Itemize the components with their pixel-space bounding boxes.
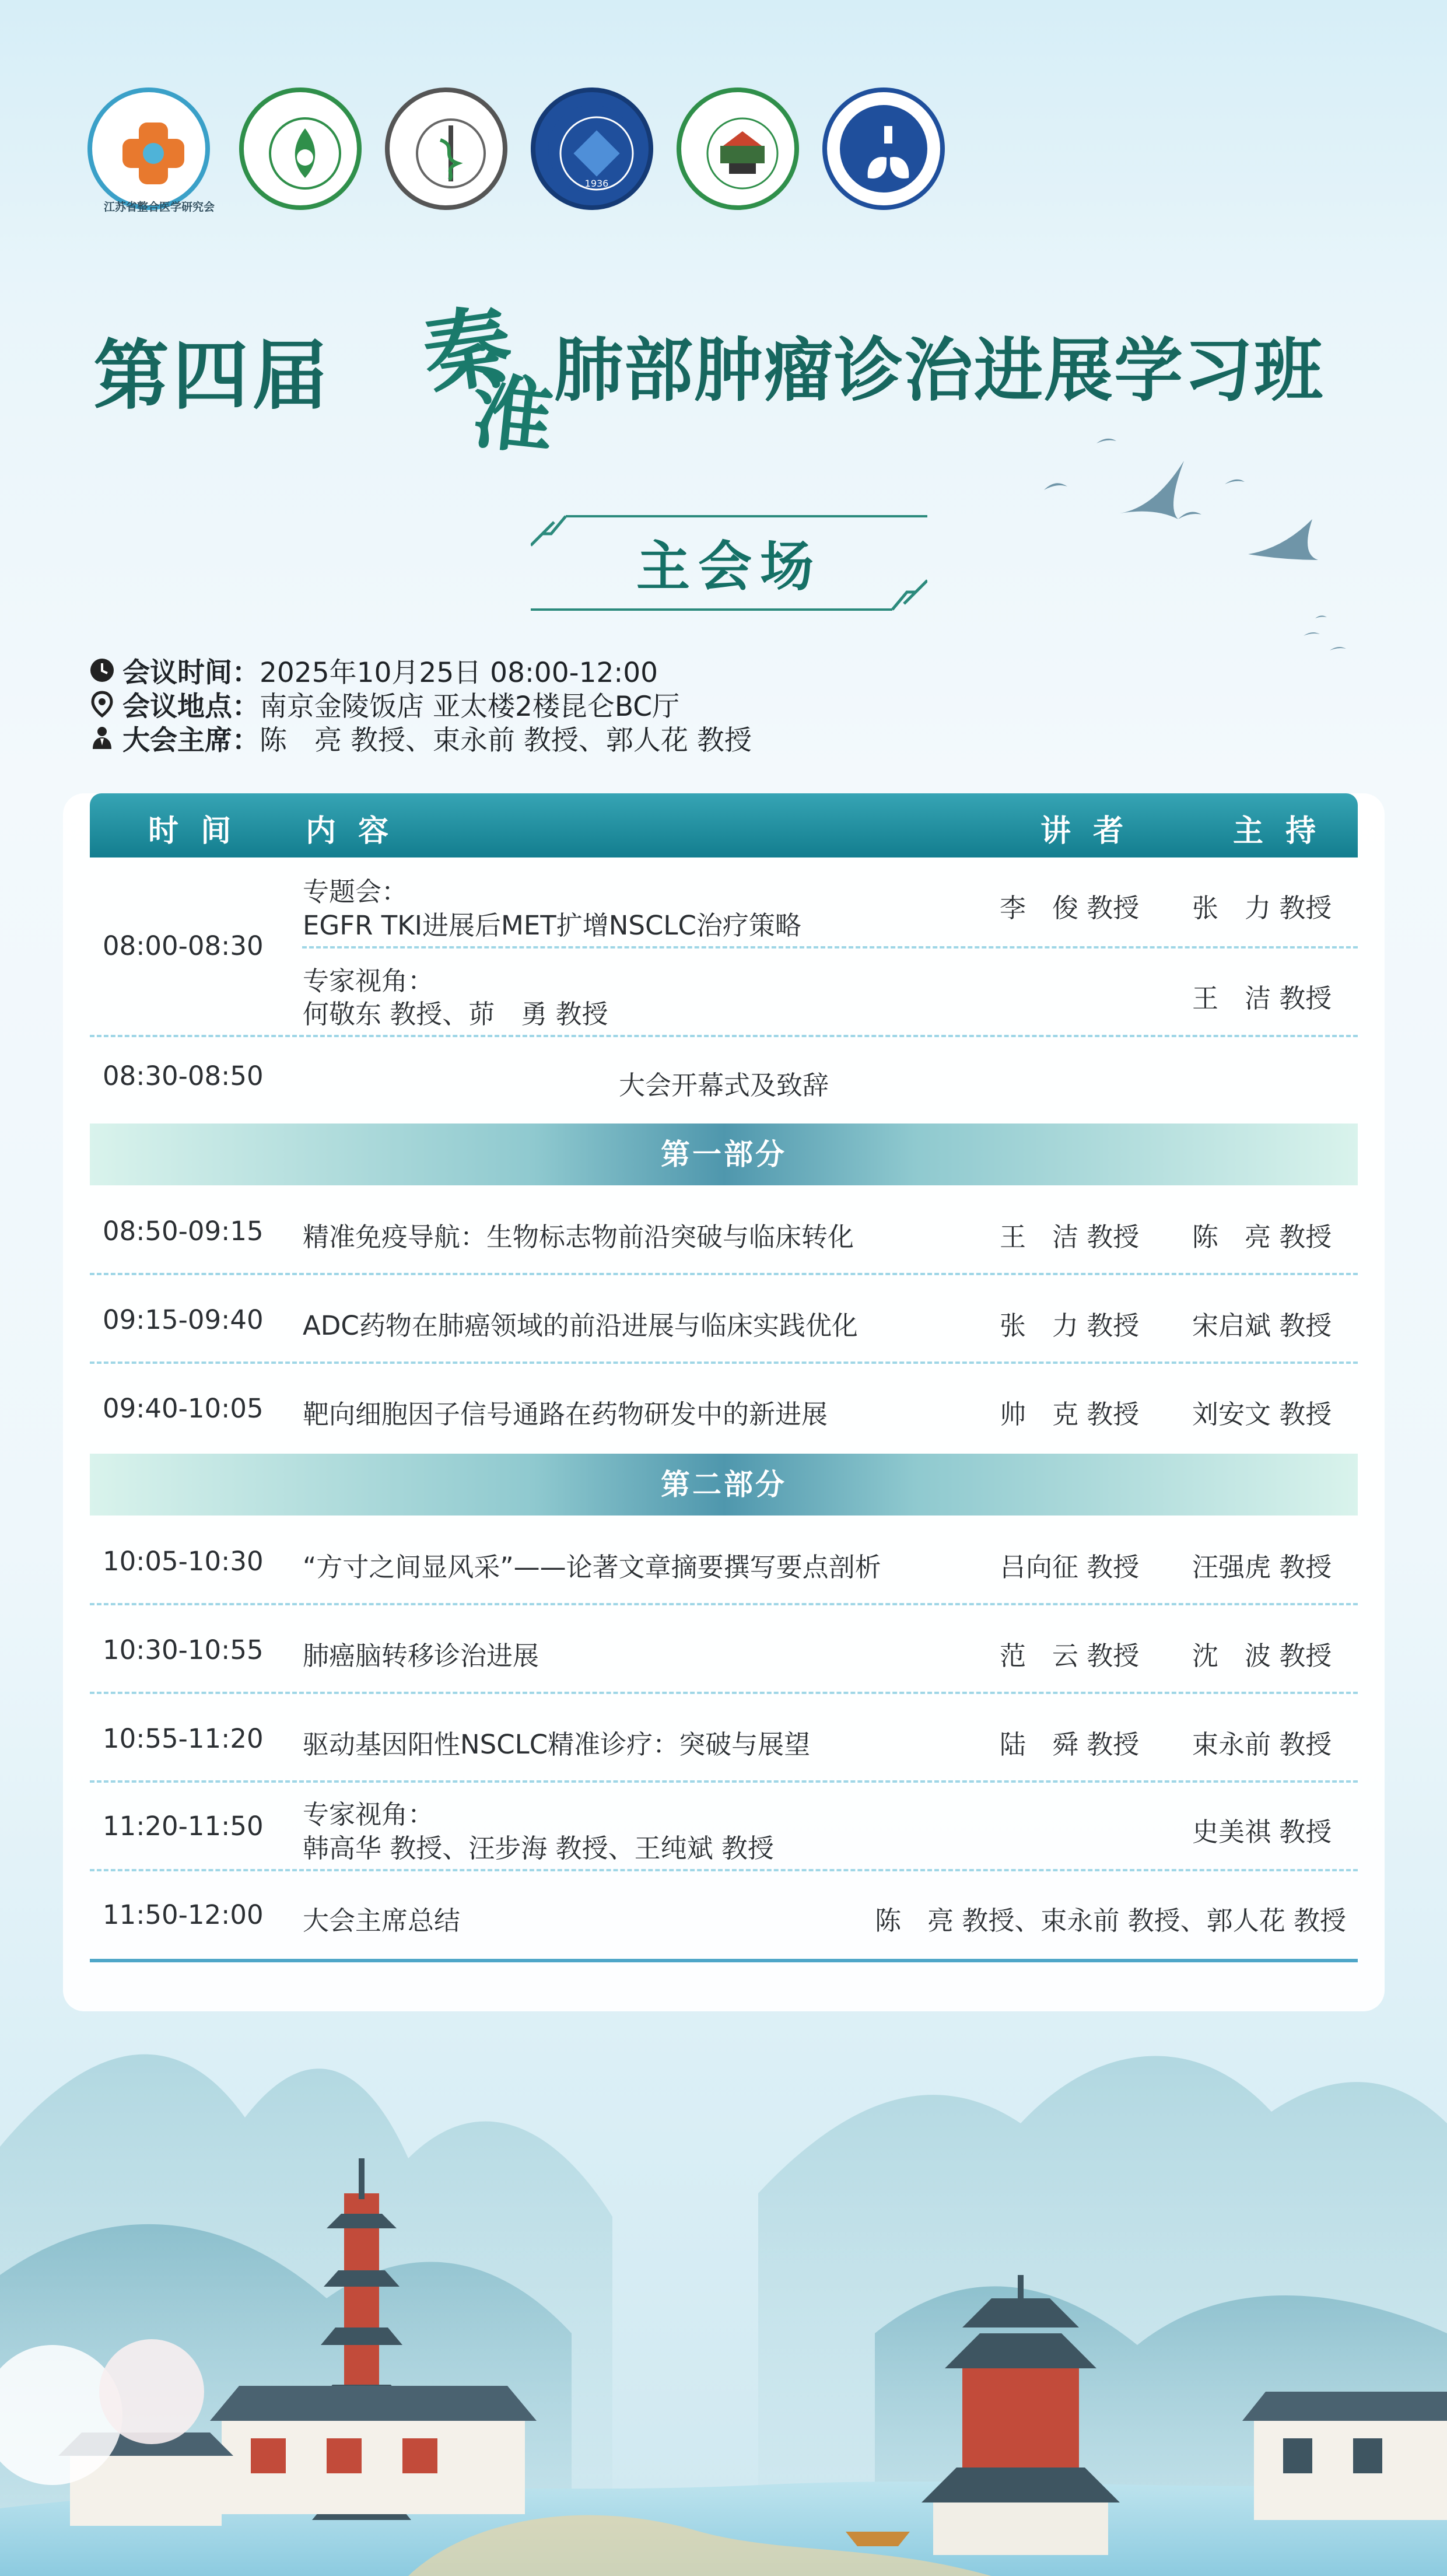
row-time: 08:50-09:15 bbox=[103, 1216, 264, 1247]
row-time: 08:30-08:50 bbox=[103, 1060, 264, 1091]
row-content-line2: EGFR TKI进展后MET扩增NSCLC治疗策略 bbox=[303, 910, 801, 941]
lung-cancer-center-logo-icon bbox=[677, 88, 799, 210]
anticancer-association-logo-icon bbox=[239, 88, 362, 210]
row-host: 刘安文 教授 bbox=[1192, 1399, 1332, 1430]
row-speaker: 陆 舜 教授 bbox=[1000, 1729, 1140, 1760]
row-content-line1: 专家视角： bbox=[303, 965, 435, 996]
logo-caption: 江苏省整合医学研究会 bbox=[103, 201, 215, 214]
row-host: 王 洁 教授 bbox=[1192, 983, 1332, 1014]
table-row bbox=[90, 1604, 1358, 1692]
row-time: 11:50-12:00 bbox=[103, 1899, 264, 1930]
meeting-time-value: 2025年10月25日 08:00-12:00 bbox=[260, 656, 658, 689]
section-header: 第二部分 bbox=[90, 1454, 1358, 1516]
row-divider bbox=[302, 946, 1358, 949]
row-content: 靶向细胞因子信号通路在药物研发中的新进展 bbox=[303, 1399, 828, 1430]
table-row bbox=[90, 1516, 1358, 1603]
title-script-char-1: 秦 bbox=[417, 293, 518, 408]
row-speaker: 李 俊 教授 bbox=[1000, 892, 1140, 923]
geriatrics-society-logo-icon bbox=[385, 88, 507, 210]
row-time: 10:30-10:55 bbox=[103, 1634, 264, 1665]
table-row bbox=[90, 1782, 1358, 1869]
birds-decoration-icon bbox=[1038, 420, 1388, 665]
row-content: “方寸之间显风采”——论著文章摘要撰写要点剖析 bbox=[303, 1552, 881, 1583]
row-host: 宋启斌 教授 bbox=[1192, 1310, 1332, 1341]
row-speaker-host: 陈 亮 教授、束永前 教授、郭人花 教授 bbox=[875, 1905, 1346, 1936]
row-speaker: 范 云 教授 bbox=[1000, 1640, 1140, 1671]
meeting-info bbox=[89, 653, 1022, 755]
row-time: 11:20-11:50 bbox=[103, 1811, 264, 1842]
meeting-place-value: 南京金陵饭店 亚太楼2楼昆仑BC厅 bbox=[260, 690, 680, 723]
row-content-line2: 何敬东 教授、茆 勇 教授 bbox=[303, 999, 608, 1030]
row-content-line1: 专家视角： bbox=[303, 1799, 435, 1830]
row-host: 张 力 教授 bbox=[1192, 892, 1332, 923]
title-calligraphy bbox=[411, 280, 563, 478]
meeting-chair-label: 大会主席： bbox=[122, 724, 260, 757]
integrative-medicine-logo-icon bbox=[87, 88, 215, 214]
title-script-char-2: 淮 bbox=[467, 363, 559, 467]
header-speaker: 讲 者 bbox=[1040, 814, 1130, 849]
people-icon bbox=[89, 724, 115, 751]
header-content: 内 容 bbox=[306, 814, 395, 849]
row-content: ADC药物在肺癌领域的前沿进展与临床实践优化 bbox=[303, 1310, 858, 1341]
provincial-hospital-logo-icon bbox=[531, 88, 653, 210]
subtitle-text: 主会场 bbox=[636, 536, 822, 598]
table-row bbox=[90, 1363, 1358, 1450]
header-host: 主 持 bbox=[1233, 814, 1322, 849]
row-time: 10:05-10:30 bbox=[103, 1546, 264, 1577]
row-host: 史美祺 教授 bbox=[1192, 1817, 1332, 1847]
table-row bbox=[90, 1693, 1358, 1780]
row-host: 沈 波 教授 bbox=[1192, 1640, 1332, 1671]
row-time: 09:15-09:40 bbox=[103, 1304, 264, 1335]
schedule-header bbox=[90, 793, 1358, 858]
row-speaker: 张 力 教授 bbox=[1000, 1310, 1140, 1341]
lung-care-logo-icon bbox=[822, 88, 945, 210]
table-row bbox=[90, 1870, 1358, 1958]
row-host: 束永前 教授 bbox=[1192, 1729, 1332, 1760]
row-time: 08:00-08:30 bbox=[103, 930, 264, 961]
meeting-place-row bbox=[89, 687, 1022, 721]
table-row bbox=[90, 1274, 1358, 1362]
logo-bar bbox=[87, 88, 962, 228]
row-content: 驱动基因阳性NSCLC精准诊疗：突破与展望 bbox=[303, 1729, 811, 1760]
table-row bbox=[90, 1036, 1358, 1124]
row-speaker: 王 洁 教授 bbox=[1000, 1222, 1140, 1252]
row-speaker: 吕向征 教授 bbox=[1000, 1552, 1140, 1583]
row-host: 陈 亮 教授 bbox=[1192, 1222, 1332, 1252]
landscape-illustration-icon bbox=[0, 1972, 1447, 2576]
venue-subtitle bbox=[531, 513, 927, 612]
meeting-time-row bbox=[89, 653, 1022, 687]
row-time: 10:55-11:20 bbox=[103, 1723, 264, 1754]
header-time: 时 间 bbox=[148, 814, 237, 849]
meeting-place-label: 会议地点： bbox=[122, 690, 260, 723]
title-main-text: 肺部肿瘤诊治进展学习班 bbox=[554, 330, 1325, 411]
clock-icon bbox=[89, 657, 115, 684]
row-content: 大会开幕式及致辞 bbox=[618, 1070, 829, 1101]
row-content-line2: 韩高华 教授、汪步海 教授、王纯斌 教授 bbox=[303, 1833, 774, 1864]
row-content: 大会主席总结 bbox=[303, 1905, 461, 1936]
row-content: 肺癌脑转移诊治进展 bbox=[303, 1640, 539, 1671]
location-pin-icon bbox=[89, 691, 115, 718]
row-host: 汪强虎 教授 bbox=[1192, 1552, 1332, 1583]
meeting-time-label: 会议时间： bbox=[122, 656, 260, 689]
row-speaker: 帅 克 教授 bbox=[1000, 1399, 1140, 1430]
schedule-card bbox=[63, 793, 1385, 2011]
row-content: 精准免疫导航：生物标志物前沿突破与临床转化 bbox=[303, 1222, 854, 1252]
table-bottom-border bbox=[90, 1959, 1358, 1962]
meeting-chair-value: 陈 亮 教授、束永前 教授、郭人花 教授 bbox=[260, 724, 752, 757]
title-prefix: 第四届 bbox=[93, 331, 332, 420]
row-content-line1: 专题会： bbox=[303, 876, 408, 907]
row-time: 09:40-10:05 bbox=[103, 1393, 264, 1424]
meeting-chair-row bbox=[89, 721, 1022, 755]
svg-text:1936: 1936 bbox=[584, 178, 609, 189]
section-header: 第一部分 bbox=[90, 1124, 1358, 1185]
table-row bbox=[90, 1185, 1358, 1273]
